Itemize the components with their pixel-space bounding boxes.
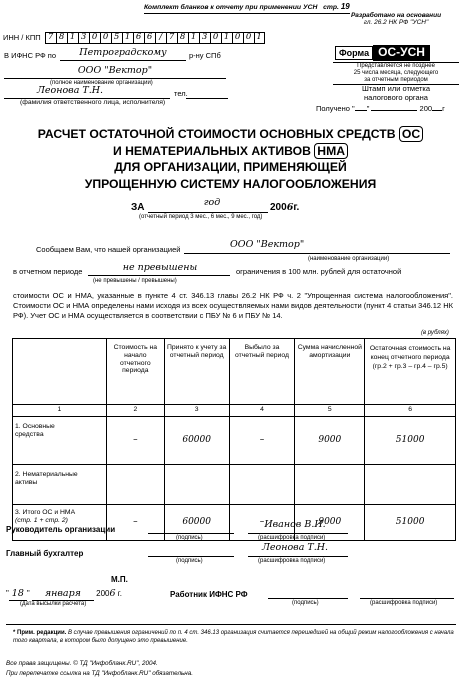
accountant-decode-caption: (расшифровка подписи) xyxy=(258,558,326,564)
org-value: ООО "Вектор" xyxy=(77,65,153,76)
table-cell: 51000 xyxy=(365,505,456,541)
date-caption: (дата высылки расчета) xyxy=(20,601,87,607)
units-note: (в рублях) xyxy=(421,330,449,336)
ifns-label: В ИФНС РФ по xyxy=(4,51,57,60)
copyright: Все права защищены. © ТД "Инфобланк.RU", 2004. xyxy=(6,660,158,667)
inform-value: ООО "Вектор" xyxy=(230,239,305,250)
reprint-note: При перепечатке ссылка на ТД "Инфобланк.RU" обязательна. xyxy=(6,670,194,677)
inn-digit-box: 7 xyxy=(166,32,177,44)
table-header-cell: Стоимость на начало отчетного периода xyxy=(106,339,164,405)
received-year-suffix: г xyxy=(442,104,445,113)
inn-digit-box: 1 xyxy=(221,32,232,44)
mp-label: М.П. xyxy=(111,575,128,584)
date-year-suffix: г. xyxy=(117,589,122,598)
inform-text: Сообщаем Вам, что нашей организацией xyxy=(36,245,181,254)
inn-digit-box: 0 xyxy=(232,32,243,44)
received-open-quote: " xyxy=(352,104,355,113)
head-decode-caption: (расшифровка подписи) xyxy=(258,535,326,541)
head-sign-caption: (подпись) xyxy=(176,535,203,541)
residual-value-table xyxy=(12,338,456,541)
head-label: Руководитель организации xyxy=(6,525,116,534)
inn-digit-box: 3 xyxy=(78,32,89,44)
deadline-line-3: за отчетным периодом xyxy=(333,77,459,85)
title-line-3: ДЛЯ ОРГАНИЗАЦИИ, ПРИМЕНЯЮЩЕЙ xyxy=(114,160,347,174)
exceed-caption: (не превышены / превышены) xyxy=(93,278,177,284)
period-year xyxy=(270,202,299,214)
inn-kpp-boxes xyxy=(45,32,265,44)
deadline-note xyxy=(333,62,459,85)
title-line-4: УПРОЩЕННУЮ СИСТЕМУ НАЛОГООБЛОЖЕНИЯ xyxy=(84,176,377,191)
table-header-cell: Остаточная стоимость на конец отчетного периода (гр.2 + гр.3 – гр.4 – гр.5) xyxy=(365,339,456,405)
developed-line: Разработано на основании xyxy=(350,12,442,19)
table-cell: 9000 xyxy=(295,417,365,465)
developed-note xyxy=(333,12,459,27)
title-line-2: И НЕМАТЕРИАЛЬНЫХ АКТИВОВ xyxy=(112,143,311,158)
send-date: " 18 " января 2006 г. xyxy=(6,588,122,599)
deadline-line-2: 25 числа месяца, следующего xyxy=(353,70,439,76)
inform-caption: (наименование организации) xyxy=(308,256,390,262)
editor-footnote xyxy=(13,629,455,645)
table-cell xyxy=(295,465,365,505)
received-line xyxy=(316,105,445,114)
period-caption: (отчетный период 3 мес., 6 мес., 9 мес., год) xyxy=(139,214,263,220)
running-title xyxy=(144,2,350,14)
worker-sign-caption: (подпись) xyxy=(292,600,319,606)
form-badge xyxy=(335,45,430,61)
ifns-worker-label: Работник ИФНС РФ xyxy=(170,590,248,599)
table-header-row xyxy=(13,339,456,405)
table-cell xyxy=(164,465,229,505)
inn-digit-box: 6 xyxy=(133,32,144,44)
table-cell: 9000 xyxy=(295,505,365,541)
inn-digit-box: 1 xyxy=(122,32,133,44)
table-row xyxy=(13,505,456,541)
period-year-suffix: г. xyxy=(293,202,300,213)
table-cell xyxy=(229,465,295,505)
date-year-prefix: 200 xyxy=(96,589,110,598)
stamp-line-1: Штамп или отметка xyxy=(361,84,431,93)
inn-digit-box: 0 xyxy=(100,32,111,44)
inn-digit-box: 8 xyxy=(56,32,67,44)
person-caption: (фамилия ответственного лица, исполнителя) xyxy=(20,99,166,106)
footnote-prefix: * Прим. редакции. xyxy=(13,630,67,636)
title-badge-nma: НМА xyxy=(314,143,348,159)
inn-digit-box: 5 xyxy=(111,32,122,44)
table-cell: – xyxy=(229,505,295,541)
running-title-text: Комплект бланков к отчету при применении УСН xyxy=(144,4,318,11)
form-name: ОС-УСН xyxy=(373,45,430,61)
ifns-value: Петроградскому xyxy=(79,47,167,58)
table-cell: 51000 xyxy=(365,417,456,465)
inn-digit-box: / xyxy=(155,32,166,44)
tel-label: тел. xyxy=(174,89,188,98)
title-line-1: РАСЧЕТ ОСТАТОЧНОЙ СТОИМОСТИ ОСНОВНЫХ СРЕДСТВ xyxy=(37,127,396,141)
table-cell: 60000 xyxy=(164,417,229,465)
table-cell: 60000 xyxy=(164,505,229,541)
page-title xyxy=(0,126,461,192)
accountant-sign-caption: (подпись) xyxy=(176,558,203,564)
accountant-label: Главный бухгалтер xyxy=(6,549,84,558)
row-label: 1. Основные средства xyxy=(13,417,107,465)
table-row xyxy=(13,417,456,465)
footnote-text: В случае превышения ограничений по п. 4 ст. 346.13 организация считается перешедшей на общий режим налогообложения с начала того квартала, в котором было допущено это превышение. xyxy=(13,630,454,644)
inn-digit-box: 7 xyxy=(45,32,56,44)
date-year: 6 xyxy=(109,588,116,599)
period-label: ЗА xyxy=(131,202,145,213)
inn-digit-box: 3 xyxy=(199,32,210,44)
table-row xyxy=(13,465,456,505)
table-number-cell: 5 xyxy=(295,405,365,417)
row-label: 2. Нематериальные активы xyxy=(13,465,107,505)
person-value: Леонова Т.Н. xyxy=(36,85,104,96)
table-cell: – xyxy=(106,505,164,541)
head-name: Иванов В.И. xyxy=(264,519,326,530)
inn-digit-box: 1 xyxy=(254,32,265,44)
table-header-cell xyxy=(13,339,107,405)
table-header-cell: Выбыло за отчетный период xyxy=(229,339,295,405)
table-cell: – xyxy=(229,417,295,465)
date-day: 18 xyxy=(9,589,27,601)
table-number-row xyxy=(13,405,456,417)
row-label xyxy=(13,505,107,541)
row-label-line-2: (стр. 1 + стр. 2) xyxy=(15,516,68,524)
inn-digit-box: 0 xyxy=(210,32,221,44)
inn-digit-box: 0 xyxy=(89,32,100,44)
limit-text: ограничения в 100 млн. рублей для остаточной xyxy=(236,267,402,276)
inn-digit-box: 0 xyxy=(243,32,254,44)
period-year-value: 6 xyxy=(286,202,294,213)
title-badge-os: ОС xyxy=(399,126,423,142)
table-number-cell: 3 xyxy=(164,405,229,417)
worker-decode-caption: (расшифровка подписи) xyxy=(370,600,438,606)
page-label: стр. xyxy=(323,4,339,11)
period-value: год xyxy=(203,197,221,208)
received-close-quote: " xyxy=(366,104,370,113)
inn-digit-box: 1 xyxy=(188,32,199,44)
org-caption: (полное наименование организации) xyxy=(50,80,153,86)
chapter-line: гл. 26.2 НК РФ "УСН" xyxy=(363,19,429,27)
table-number-cell: 6 xyxy=(365,405,456,417)
form-word: Форма xyxy=(335,46,373,60)
body-paragraph: стоимости ОС и НМА, указанные в пункте 4 ст. 346.13 главы 26.2 НК РФ ч. 2 "Упрощенная система налогообложения". Стоимости ОС и НМА определены нами исходя из всех осуществляемых нами видов деятельности (пункт 4 статьи 346.12 НК РФ). Учет ОС и НМА осуществляется в соответствии с ПБУ № 6 и ПБУ № 14. xyxy=(13,291,453,321)
date-month: января xyxy=(32,589,94,601)
period-year-prefix: 200 xyxy=(270,202,287,213)
stamp-note xyxy=(333,84,459,102)
table-number-cell: 4 xyxy=(229,405,295,417)
deadline-line-1: Представляется не позднее xyxy=(333,62,459,70)
row-label-line-1: 3. Итого ОС и НМА xyxy=(15,509,76,516)
period-row-label: в отчетном периоде xyxy=(13,267,83,276)
table-header-cell: Принято к учету за отчетный период xyxy=(164,339,229,405)
inn-kpp-row xyxy=(3,32,265,44)
district-label: р-ну СПб xyxy=(189,51,221,60)
inn-digit-box: 8 xyxy=(177,32,188,44)
inn-kpp-label: ИНН / КПП xyxy=(3,32,41,42)
exceed-value: не превышены xyxy=(122,262,198,273)
received-year-prefix: 200 xyxy=(419,104,433,113)
received-label: Получено xyxy=(316,104,350,113)
inn-digit-box: 1 xyxy=(67,32,78,44)
table-cell: – xyxy=(106,417,164,465)
table-cell xyxy=(365,465,456,505)
page-number: 19 xyxy=(340,2,350,11)
table-number-cell: 1 xyxy=(13,405,107,417)
table-cell xyxy=(106,465,164,505)
table-header-cell: Сумма начисленной амортизации xyxy=(295,339,365,405)
table-number-cell: 2 xyxy=(106,405,164,417)
accountant-name: Леонова Т.Н. xyxy=(261,542,329,553)
inn-digit-box: 6 xyxy=(144,32,155,44)
stamp-line-2: налогового органа xyxy=(364,93,428,102)
